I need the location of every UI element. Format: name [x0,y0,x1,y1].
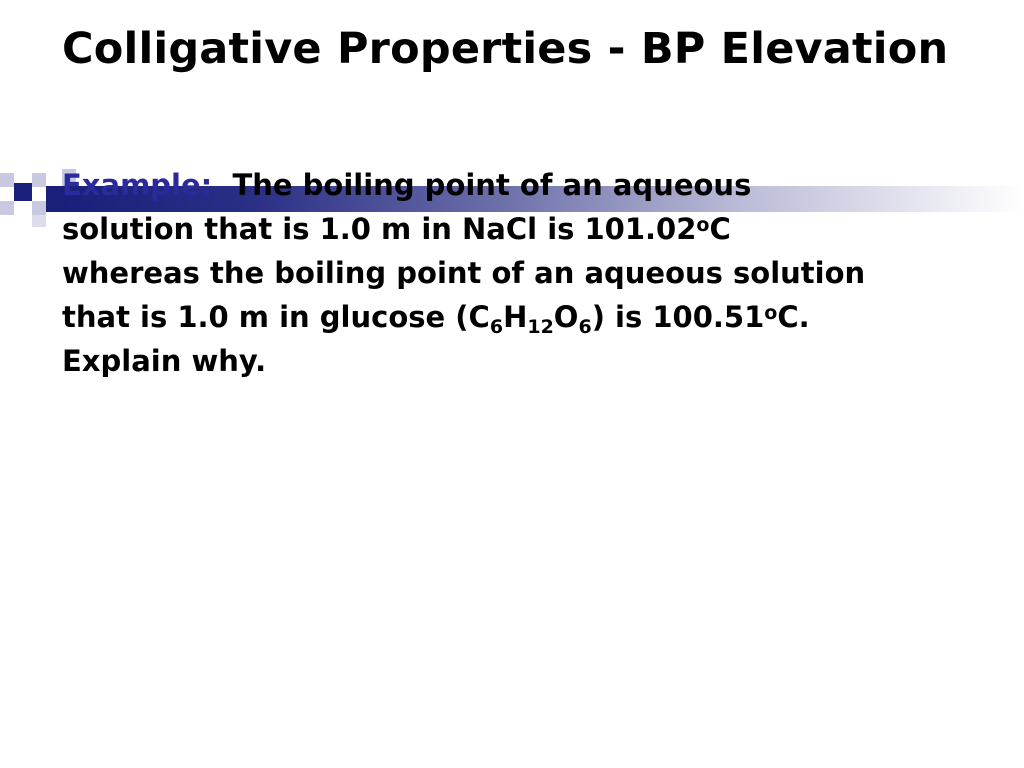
example-body [62,163,962,383]
decor-square [32,173,46,187]
decor-square [32,215,46,227]
body-text: H [503,300,528,334]
example-label: Example: [62,168,213,202]
degree-mark: o [764,302,778,324]
subscript: 6 [578,316,592,338]
title-decoration [0,83,1024,147]
subscript: 6 [489,316,504,338]
body-line-2 [62,207,962,251]
body-text: Explain why. [62,344,267,378]
body-text: The boiling point of an aqueous [232,168,752,202]
body-line-5 [62,339,962,383]
body-text: O [553,300,579,334]
subscript: 12 [527,316,554,338]
body-line-1 [62,163,962,207]
decor-square [0,173,14,187]
decor-square [0,201,14,215]
body-line-3 [62,251,962,295]
body-text: C. [777,300,810,334]
body-text: C [709,212,731,246]
body-text: solution that is 1.0 m in NaCl is 101.02 [62,212,697,246]
body-text: ) is 100.51 [591,300,765,334]
decor-square [14,183,32,201]
body-line-4 [62,295,962,339]
body-text: that is 1.0 m in glucose (C [62,300,490,334]
slide-title: Colligative Properties - BP Elevation [62,24,949,74]
decor-square [46,186,62,212]
body-text: whereas the boiling point of an aqueous solution [62,256,866,290]
decor-square [32,201,46,215]
degree-mark: o [696,214,710,236]
